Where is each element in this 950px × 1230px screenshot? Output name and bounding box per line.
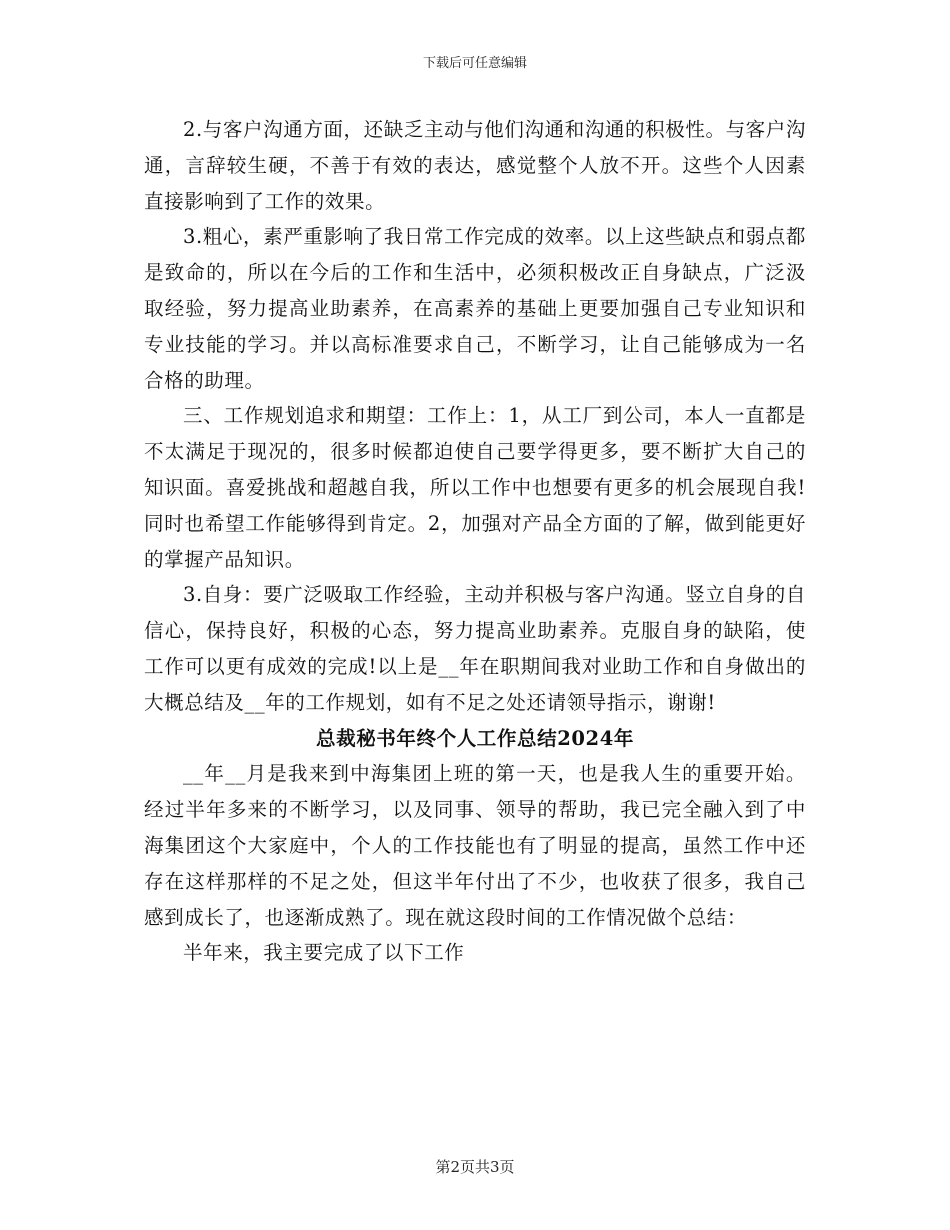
paragraph-communication: 2.与客户沟通方面，还缺乏主动与他们沟通和沟通的积极性。与客户沟通，言辞较生硬，不善于有效的表达，感觉整个人放不开。这些个人因素直接影响到了工作的效果。 <box>144 118 806 213</box>
paragraph-carelessness: 3.粗心，素严重影响了我日常工作完成的效率。以上这些缺点和弱点都是致命的，所以在今后的工作和生活中，必须积极改正自身缺点，广泛汲取经验，努力提高业助素养，在高素养的基础上更要加强自己专业知识和专业技能的学习。并以高标准要求自己，不断学习，让自己能够成为一名合格的助理。 <box>144 225 806 392</box>
section-title: 总裁秘书年终个人工作总结2024年 <box>316 726 634 750</box>
paragraph-work-plan: 三、工作规划追求和期望：工作上：1，从工厂到公司，本人一直都是不太满足于现况的，很多时候都迫使自己要学得更多，要不断扩大自己的知识面。喜爱挑战和超越自我，所以工作中也想要有更多的机会展现自我!同时也希望工作能够得到肯定。2，加强对产品全方面的了解，做到能更好的掌握产品知识。 <box>144 404 806 571</box>
document-body <box>144 112 806 971</box>
page-indicator: 第2页共3页 <box>435 1158 515 1176</box>
paragraph-self: 3.自身：要广泛吸取工作经验，主动并积极与客户沟通。竖立自身的自信心，保持良好，积极的心态，努力提高业助素养。克服自身的缺陷，使工作可以更有成效的完成!以上是__年在职期间我对业助工作和自身做出的大概总结及__年的工作规划，如有不足之处还请领导指示，谢谢! <box>144 583 806 714</box>
paragraph-work-list-lead: 半年来，我主要完成了以下工作 <box>183 941 465 965</box>
paragraph-intro: __年__月是我来到中海集团上班的第一天，也是我人生的重要开始。经过半年多来的不断学习，以及同事、领导的帮助，我已完全融入到了中海集团这个大家庭中，个人的工作技能也有了明显的提高，虽然工作中还存在这样那样的不足之处，但这半年付出了不少，也收获了很多，我自己感到成长了，也逐渐成熟了。现在就这段时间的工作情况做个总结： <box>144 762 806 929</box>
header-note: 下载后可任意编辑 <box>422 56 527 71</box>
